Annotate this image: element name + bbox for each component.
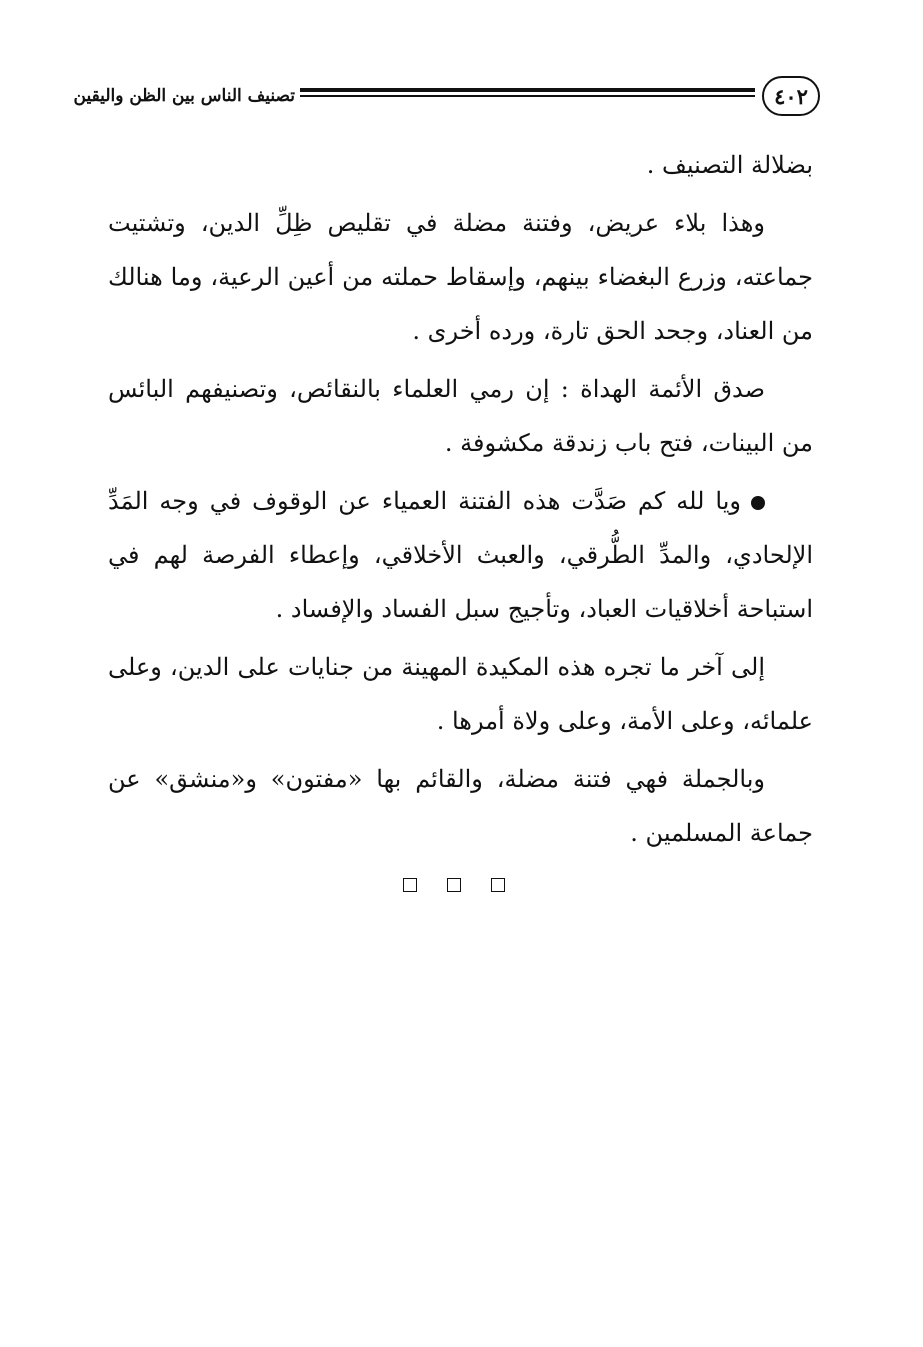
section-end-ornament <box>403 878 505 892</box>
bullet-paragraph <box>108 474 813 636</box>
paragraph: صدق الأئمة الهداة : إن رمي العلماء بالنقائص، وتصنيفهم البائس من البينات، فتح باب زندقة مكشوفة . <box>108 375 813 457</box>
paragraph: إلى آخر ما تجره هذه المكيدة المهينة من جنايات على الدين، وعلى علمائه، وعلى الأمة، وعلى ولاة أمرها . <box>108 653 813 735</box>
header-rule-thick <box>300 88 755 92</box>
hollow-square-icon <box>403 878 417 892</box>
page-number: ٤٠٢ <box>774 83 808 109</box>
paragraph: وهذا بلاء عريض، وفتنة مضلة في تقليص ظِلِّ الدين، وتشتيت جماعته، وزرع البغضاء بينهم، وإسقاط حملته من أعين الرعية، وما هنالك من العناد، وجحد الحق تارة، ورده أخرى . <box>108 209 813 345</box>
hollow-square-icon <box>447 878 461 892</box>
page-body <box>108 138 813 864</box>
bullet-icon <box>751 496 765 510</box>
running-title: تصنيف الناس بين الظن واليقين <box>73 86 295 106</box>
page-header <box>108 72 820 126</box>
header-rule-thin <box>300 95 755 97</box>
page-number-badge <box>762 76 820 116</box>
paragraph: وبالجملة فهي فتنة مضلة، والقائم بها «مفتون» و«منشق» عن جماعة المسلمين . <box>108 765 813 847</box>
paragraph: بضلالة التصنيف . <box>646 151 813 179</box>
hollow-square-icon <box>491 878 505 892</box>
header-rule <box>300 88 755 97</box>
paragraph-text: ويا لله كم صَدَّت هذه الفتنة العمياء عن الوقوف في وجه المَدِّ الإلحادي، والمدِّ الطُّرقي، والعبث الأخلاقي، وإعطاء الفرصة لهم في استباحة أخلاقيات العباد، وتأجيج سبل الفساد والإفساد . <box>108 487 813 623</box>
